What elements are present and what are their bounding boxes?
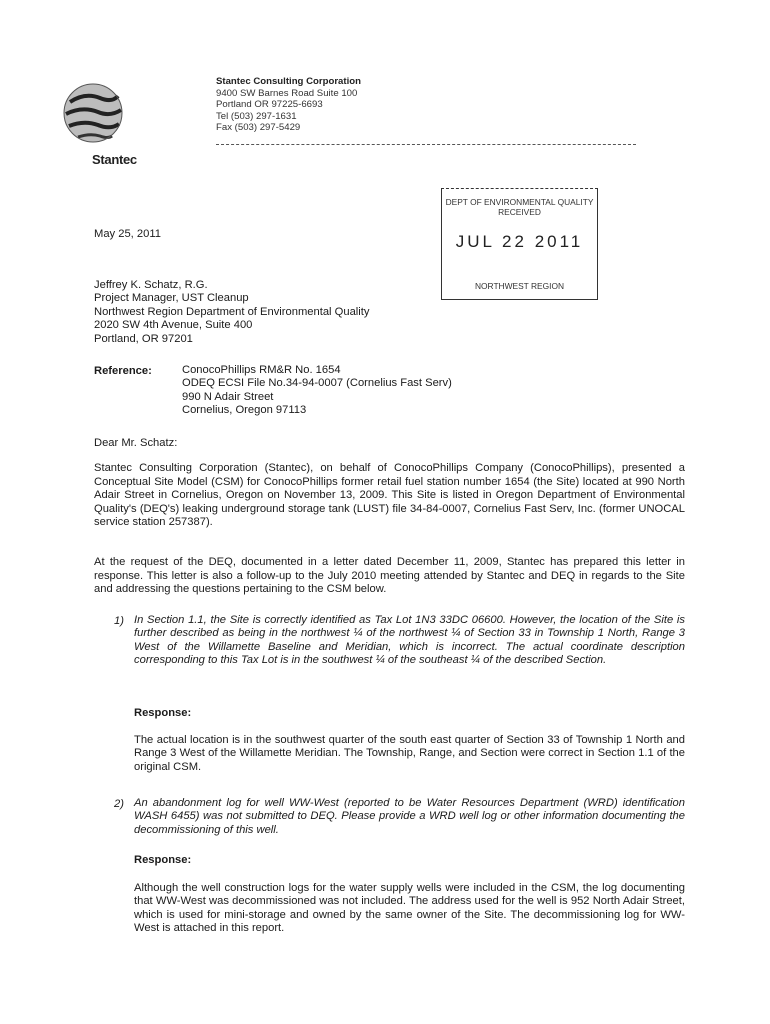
recipient-address [94,279,369,346]
stantec-globe-icon [60,80,126,146]
response-label-1: Response: [134,707,192,719]
stamp-received: RECEIVED [498,207,541,217]
stamp-region: NORTHWEST REGION [474,281,565,291]
recipient-name: Jeffrey K. Schatz, R.G. [94,279,208,291]
stamp-date: JUL 22 2011 [455,232,584,251]
body-paragraph-2: At the request of the DEQ, documented in a letter dated December 11, 2009, Stantec has prepared this letter in response. This letter is also a follow-up to the July 2010 meeting attended by Stantec and DEQ in regards to the Site and addressing the questions pertaining to the CSM below. [94,556,685,596]
recipient-city: Portland, OR 97201 [94,332,193,345]
company-name: Stantec Consulting Corporation [216,76,361,87]
recipient-title: Project Manager, UST Cleanup [94,292,249,305]
question-item-2 [114,797,685,837]
question-number: 2) [114,798,124,810]
body-paragraph-1: Stantec Consulting Corporation (Stantec), on behalf of ConocoPhillips Company (ConocoPhillips), presented a Conceptual Site Model (CSM) for ConocoPhillips former retail fuel station number 1654 (the Site) located at 990 North Adair Street in Cornelius, Oregon on November 13, 2009. This Site is listed in Oregon Department of Environmental Quality's (DEQ's) leaking underground storage tank (LUST) file 34-84-0007, Cornelius Fast Serv, Inc. (former UNOCAL service station 257387). [94,462,685,529]
company-fax: Fax (503) 297-5429 [216,122,301,134]
letterhead-divider [216,144,636,145]
stamp-dept: DEPT OF ENVIRONMENTAL QUALITY [445,197,594,207]
reference-line-1: ConocoPhillips RM&R No. 1654 [182,364,341,376]
reference-line-4: Cornelius, Oregon 97113 [182,404,307,417]
reference-line-3: 990 N Adair Street [182,390,274,403]
logo-wordmark: Stantec [92,152,137,167]
stantec-logo [60,80,126,150]
question-text: An abandonment log for well WW-West (reported to be Water Resources Department (WRD) identification WASH 6455) was not submitted to DEQ. Please provide a WRD well log or other information documenting the decommissioning of this well. [134,797,685,836]
question-number: 1) [114,615,124,627]
company-address-1: 9400 SW Barnes Road Suite 100 [216,87,358,99]
response-text-1: The actual location is in the southwest quarter of the south east quarter of Section 33 of Township 1 North and Range 3 West of the Willamette Meridian. The Township, Range, and Section were correct in Section 1.1 of the original CSM. [134,734,685,773]
response-label-2: Response: [134,854,192,866]
reference-block [182,364,452,418]
letter-date: May 25, 2011 [94,228,161,240]
recipient-street: 2020 SW 4th Avenue, Suite 400 [94,319,253,332]
received-stamp [441,188,598,300]
response-text-2: Although the well construction logs for the water supply wells were included in the CSM, the log documenting that WW-West was decommissioned was not included. The address used for the well is 952 North Adair Street, which is used for mini-storage and owned by the same owner of the Site. The decommissioning log for WW-West is attached in this report. [134,882,685,935]
company-address-2: Portland OR 97225-6693 [216,99,323,111]
question-text: In Section 1.1, the Site is correctly identified as Tax Lot 1N3 33DC 06600. However, the location of the Site is further described as being in the northwest ¼ of the northwest ¼ of Section 33 in Township 1 North, Range 3 West of the Willamette Baseline and Meridian, which is incorrect. The actual coordinate description corresponding to this Tax Lot is in the southwest ¼ of the southeast ¼ of the described Section. [134,614,685,667]
company-tel: Tel (503) 297-1631 [216,110,297,122]
salutation: Dear Mr. Schatz: [94,437,178,449]
reference-label: Reference: [94,365,152,377]
recipient-org: Northwest Region Department of Environmental Quality [94,305,370,318]
question-item-1 [114,614,685,668]
reference-line-2: ODEQ ECSI File No.34-94-0007 (Cornelius Fast Serv) [182,377,452,390]
letterhead [216,76,361,134]
